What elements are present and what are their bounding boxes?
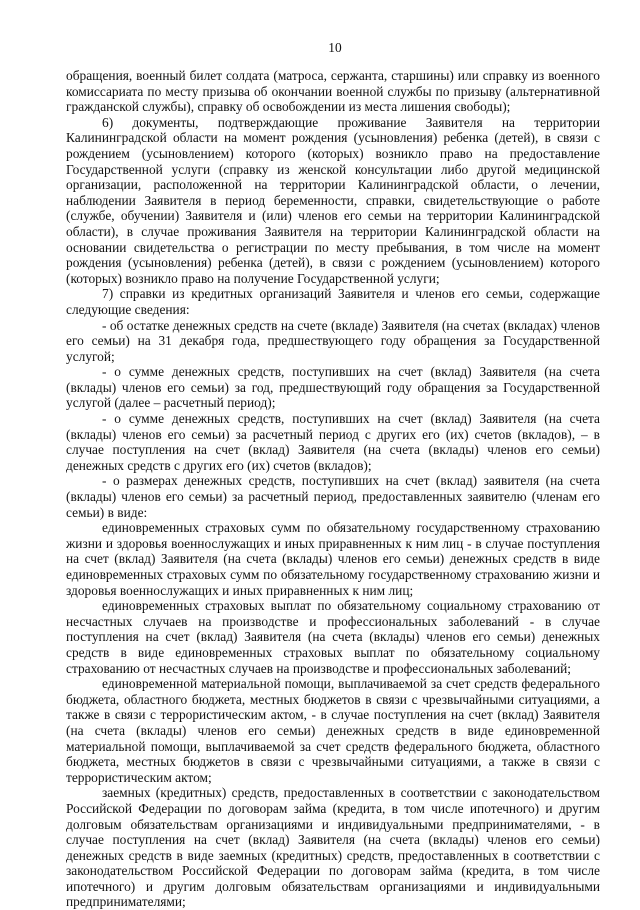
- paragraph-sizes-of-funds: - о размерах денежных средств, поступивших на счет (вклад) заявителя (на счета (вклады) членов его семьи) за расчетный период, предоставленных заявителю (членам его семьи) в виде:: [66, 473, 600, 520]
- page-number: 10: [328, 40, 342, 55]
- paragraph-item-6: 6) документы, подтверждающие проживание Заявителя на территории Калининградской области на момент рождения (усыновления) ребенка (детей), в связи с рождением (усыновлением) которого (которых) возникло право на предоставление Государственной услуги (справку из женской консультации либо другой медицинской организации, расположенной на территории Калининградской области, о лечении, наблюдении Заявителя в период беременности, справки, свидетельствующие о работе (службе, обучении) Заявителя и (или) членов его семьи на территории Калининградской области), в случае проживания Заявителя на территории Калининградской области на основании свидетельства о регистрации по месту пребывания, в том числе на момент рождения (усыновления) ребенка (детей), в связи с рождением (усыновлением) которого (которых) возникло право на получение Государственной услуги;: [66, 114, 600, 286]
- paragraph-material-aid: единовременной материальной помощи, выплачиваемой за счет средств федерального бюджета, областного бюджета, местных бюджетов в связи с чрезвычайными ситуациями, а также в связи с террористическим актом, - в случае поступления на счет (вклад) Заявителя (на счета (вклады) членов его семьи) денежных средств в виде единовременной материальной помощи, выплачиваемой за счет средств федерального бюджета, областного бюджета, местных бюджетов в связи с чрезвычайными ситуациями, а также в связи с террористическим актом;: [66, 676, 600, 785]
- paragraph-insurance-payments: единовременных страховых выплат по обязательному социальному страхованию от несчастных случаев на производстве и профессиональных заболеваний - в случае поступления на счет (вклад) Заявителя (на счета (вклады) членов его семьи) денежных средств в виде единовременных страховых выплат по обязательному социальному страхованию от несчастных случаев на производстве и профессиональных заболеваний;: [66, 598, 600, 676]
- paragraph-continuation: обращения, военный билет солдата (матроса, сержанта, старшины) или справку из военного комиссариата по месту призыва об окончании военной службы по призыву (альтернативной гражданской службы), справку об освобождении из места лишения свободы);: [66, 68, 600, 115]
- paragraph-balance: - об остатке денежных средств на счете (вкладе) Заявителя (на счетах (вкладах) членов его семьи) на 31 декабря года, предшествующего году обращения за Государственной услугой;: [66, 317, 600, 364]
- document-body: [66, 68, 600, 910]
- paragraph-sum-received: - о сумме денежных средств, поступивших на счет (вклад) Заявителя (на счета (вклады) членов его семьи) за год, предшествующий году обращения за Государственной услугой (далее – расчетный период);: [66, 364, 600, 411]
- paragraph-sum-from-other-accounts: - о сумме денежных средств, поступивших на счет (вклад) Заявителя (на счета (вклады) членов его семьи) за расчетный период с других его (их) счетов (вкладов), – в случае поступления на счет (вклад) Заявителя (на счета (вклады) членов его семьи) денежных средств с других его (их) счетов (вкладов);: [66, 411, 600, 473]
- paragraph-item-7: 7) справки из кредитных организаций Заявителя и членов его семьи, содержащие следующие сведения:: [66, 286, 600, 317]
- paragraph-loan-funds: заемных (кредитных) средств, предоставленных в соответствии с законодательством Российской Федерации по договорам займа (кредита, в том числе ипотечного) и другим долговым обязательствам организациями и индивидуальными предпринимателями, - в случае поступления на счет (вклад) Заявителя (на счета (вклады) членов его семьи) денежных средств в виде заемных (кредитных) средств, предоставленных в соответствии с законодательством Российской Федерации по договорам займа (кредита, в том числе ипотечного) и другим долговым обязательствам организациями и индивидуальными предпринимателями;: [66, 785, 600, 910]
- paragraph-insurance-sums: единовременных страховых сумм по обязательному государственному страхованию жизни и здоровья военнослужащих и иных приравненных к ним лиц - в случае поступления на счет (вклад) Заявителя (на счета (вклады) членов его семьи) денежных средств в виде единовременных страховых сумм по обязательному государственному страхованию жизни и здоровья военнослужащих и иных приравненных к ним лиц;: [66, 520, 600, 598]
